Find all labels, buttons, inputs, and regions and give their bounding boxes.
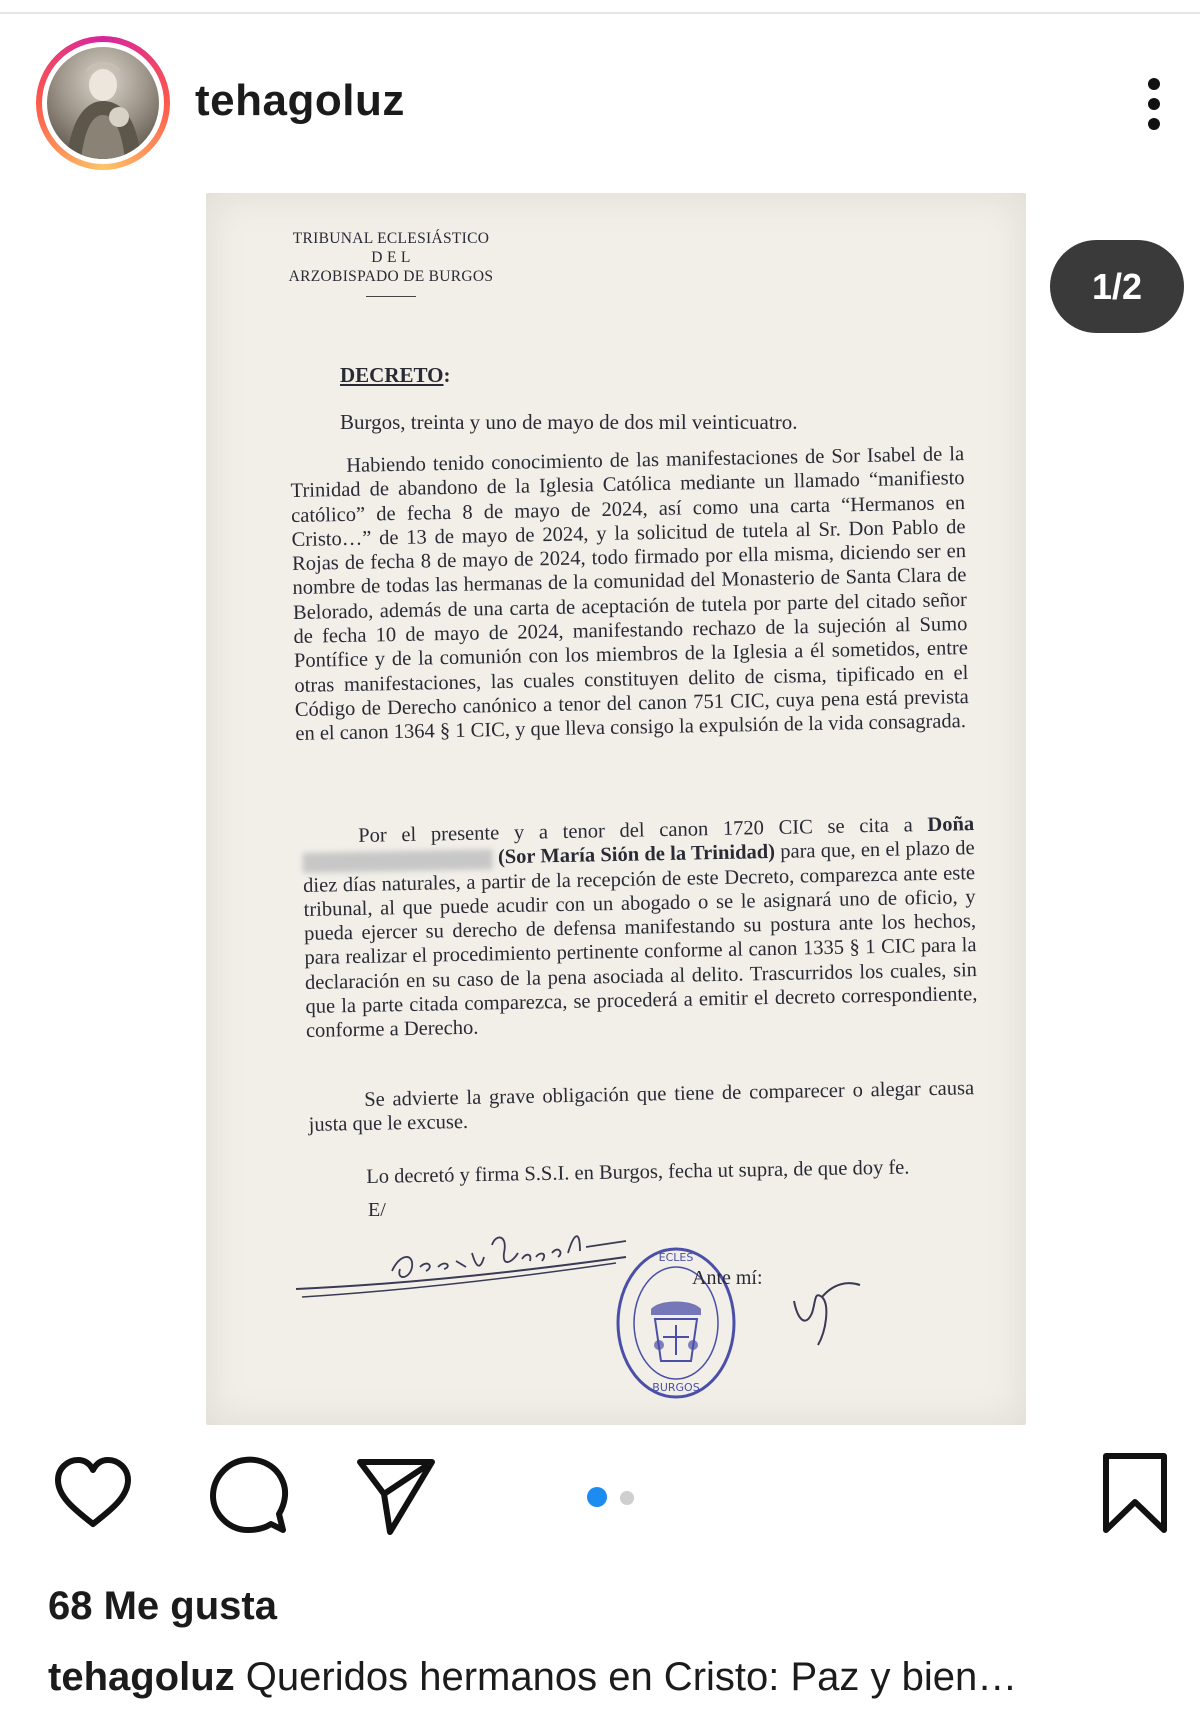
- heart-icon[interactable]: [48, 1450, 138, 1540]
- avatar-image: [47, 47, 159, 159]
- document-date: Burgos, treinta y uno de mayo de dos mil veinticuatro.: [340, 410, 798, 434]
- paragraph-text: para que, en el plazo de diez días naturales, a partir de la recepción de este Decreto, comparezca ante este tribunal, al que puede acudir con un abogado o se le asignará uno de oficio, y pueda ejercer su derecho de defensa manifestando su postura ante los hechos, para realizar el procedimiento pertinente conforme al canon 1335 § 1 CIC para la declaración en su caso de la pena asociada al delito. Trascurridos los cuales, sin que la parte citada comparezca, se procederá a emitir el decreto correspondiente, conforme a Derecho.: [302, 837, 978, 1043]
- letterhead-line: ARZOBISPADO DE BURGOS: [288, 268, 494, 285]
- avatar-illustration: [47, 47, 159, 159]
- kebab-dot: [1148, 118, 1160, 130]
- more-options-icon[interactable]: [1140, 74, 1168, 134]
- tribunal-seal: [611, 1241, 741, 1401]
- document-title-colon: :: [443, 363, 451, 387]
- letterhead-line: D E L: [371, 249, 411, 266]
- comment-icon-glyph: [203, 1450, 293, 1540]
- letterhead-line: TRIBUNAL ECLESIÁSTICO: [292, 230, 490, 247]
- bookmark-icon-glyph: [1090, 1450, 1180, 1540]
- document-paragraph: [308, 1076, 975, 1137]
- send-icon[interactable]: [350, 1450, 440, 1540]
- post-username[interactable]: tehagoluz: [195, 76, 405, 125]
- avatar-inner: [42, 42, 164, 164]
- carousel-indicator: [587, 1487, 647, 1507]
- post-caption[interactable]: [48, 1655, 1188, 1715]
- avatar[interactable]: [36, 36, 170, 170]
- redacted-name: [303, 849, 493, 873]
- ante-mi-label: Ante mí:: [692, 1267, 763, 1289]
- caption-username[interactable]: tehagoluz: [48, 1655, 235, 1699]
- indent: [302, 842, 358, 843]
- comment-icon[interactable]: [203, 1450, 293, 1540]
- kebab-dot: [1148, 98, 1160, 110]
- document-paragraph: [290, 442, 969, 746]
- likes-count[interactable]: 68 Me gusta: [48, 1584, 277, 1628]
- indent: [308, 1106, 364, 1107]
- paragraph-bold: Doña: [927, 813, 975, 836]
- kebab-dot: [1148, 78, 1160, 90]
- carousel-dot-active: [587, 1487, 607, 1507]
- svg-text:BURGOS: BURGOS: [652, 1381, 700, 1394]
- document-ef: E/: [368, 1199, 386, 1221]
- post-image[interactable]: [206, 193, 1026, 1425]
- indent: [290, 472, 346, 473]
- send-icon-glyph: [350, 1450, 440, 1540]
- caption-text: Queridos hermanos en Cristo: Paz y bien…: [245, 1655, 1018, 1699]
- document-paragraph: Lo decretó y firma S.S.I. en Burgos, fecha ut supra, de que doy fe.: [366, 1156, 910, 1188]
- paragraph-text: Por el presente y a tenor del canon 1720 CIC se cita a: [358, 814, 913, 847]
- document-title-text: DECRETO: [340, 363, 444, 387]
- paragraph-text: Se advierte la grave obligación que tiene de comparecer o alegar causa justa que le excuse.: [308, 1077, 975, 1137]
- second-signature: [786, 1261, 876, 1351]
- decree-document: [206, 193, 1026, 1425]
- heart-icon-glyph: [48, 1450, 138, 1540]
- carousel-dot: [620, 1491, 634, 1505]
- top-divider: [0, 12, 1200, 14]
- paragraph-bold: (Sor María Sión de la Trinidad): [497, 841, 776, 869]
- document-letterhead: [276, 229, 506, 297]
- document-title: [340, 363, 450, 388]
- svg-text:ECLES: ECLES: [658, 1251, 694, 1264]
- bookmark-icon[interactable]: [1090, 1450, 1180, 1540]
- slide-counter: 1/2: [1050, 240, 1184, 333]
- paragraph-text: Habiendo tenido conocimiento de las manifestaciones de Sor Isabel de la Trinidad de abandono de la Iglesia Católica mediante un llamado “manifiesto católico” de fecha 8 de mayo de 2024, así como una carta “Hermanos en Cristo…” de 13 de mayo de 2024, y la solicitud de tutela al Sr. Don Pablo de Rojas de fecha 8 de mayo de 2024, todo firmado por ella misma, diciendo ser en nombre de todas las hermanas de la comunidad del Monasterio de Santa Clara de Belorado, además de una carta de aceptación de tutela por parte del citado señor de fecha 10 de mayo de 2024, manifestando rechazo de la sujeción al Sumo Pontífice y de la comunión con los miembros de la Iglesia a él sometidos, entre otras manifestaciones, las cuales constituyen delito de cisma, tipificado en el Código de Derecho canónico a tenor del canon 751 CIC, cuya pena está prevista en el canon 1364 § 1 CIC, y que lleva consigo la expulsión de la vida consagrada.: [290, 443, 969, 746]
- document-paragraph: [302, 812, 978, 1044]
- letterhead-rule: [366, 296, 416, 297]
